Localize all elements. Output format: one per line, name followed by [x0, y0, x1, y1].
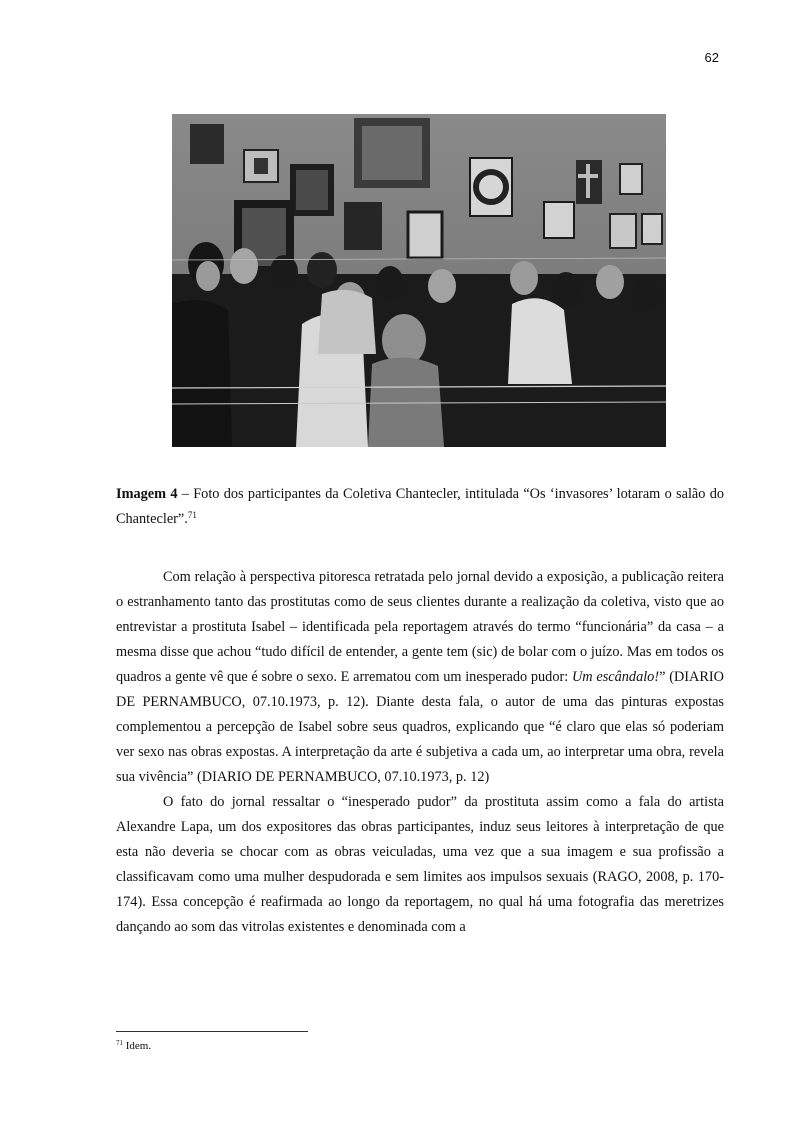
footnote-text: Idem. — [123, 1040, 152, 1052]
paragraph-1 — [116, 565, 724, 790]
paragraph-1-part-2: ” (DIARIO DE PERNAMBUCO, 07.10.1973, p. 12). Diante desta fala, o autor de uma das pinturas expostas complementou a percepção de Isabel sobre seus quadros, explicando que “é claro que elas só poderiam ver sexo nas obras expostas. A interpretação da arte é subjetiva a cada um, ao interpretar uma obra, revela sua vivência” (DIARIO DE PERNAMBUCO, 07.10.1973, p. 12) — [116, 669, 724, 785]
page-number: 62 — [704, 50, 719, 65]
caption-text: – Foto dos participantes da Coletiva Chantecler, intitulada “Os ‘invasores’ lotaram o salão do Chantecler”. — [116, 486, 725, 527]
footnote-number: 71 — [116, 1039, 123, 1047]
paragraph-2: O fato do jornal ressaltar o “inesperado pudor” da prostituta assim como a fala do artista Alexandre Lapa, um dos expositores das obras participantes, induz seus leitores à interpretação de que esta não deveria se chocar com as obras veiculadas, uma vez que a sua imagem e sua profissão a classificavam como uma mulher despudorada e sem limites aos impulsos sexuais (RAGO, 2008, p. 170-174). Essa concepção é reafirmada ao longo da reportagem, no qual há uma fotografia das meretrizes dançando ao som das vitrolas existentes e denominada com a — [116, 794, 724, 935]
exhibition-photo — [172, 114, 666, 447]
footnote — [116, 1040, 151, 1052]
caption-footnote-ref[interactable]: 71 — [187, 510, 197, 520]
caption-label: Imagem 4 — [116, 486, 178, 502]
body-text — [116, 565, 724, 940]
footnote-divider — [116, 1031, 308, 1032]
paragraph-1-part-1: Com relação à perspectiva pitoresca retratada pelo jornal devido a exposição, a publicação reitera o estranhamento tanto das prostitutas como de seus clientes durante a realização da coletiva, visto que ao entrevistar a prostituta Isabel – identificada pela reportagem através do termo “funcionária” da casa – a mesma disse que achou “tudo difícil de entender, a gente tem (sic) de bolar com o juízo. Mas em todos os quadros a gente vê que é sobre o sexo. E arrematou com um inesperado pudor: — [116, 569, 724, 685]
figure-caption — [116, 482, 724, 532]
paragraph-1-emphasis: Um escândalo! — [571, 669, 660, 685]
